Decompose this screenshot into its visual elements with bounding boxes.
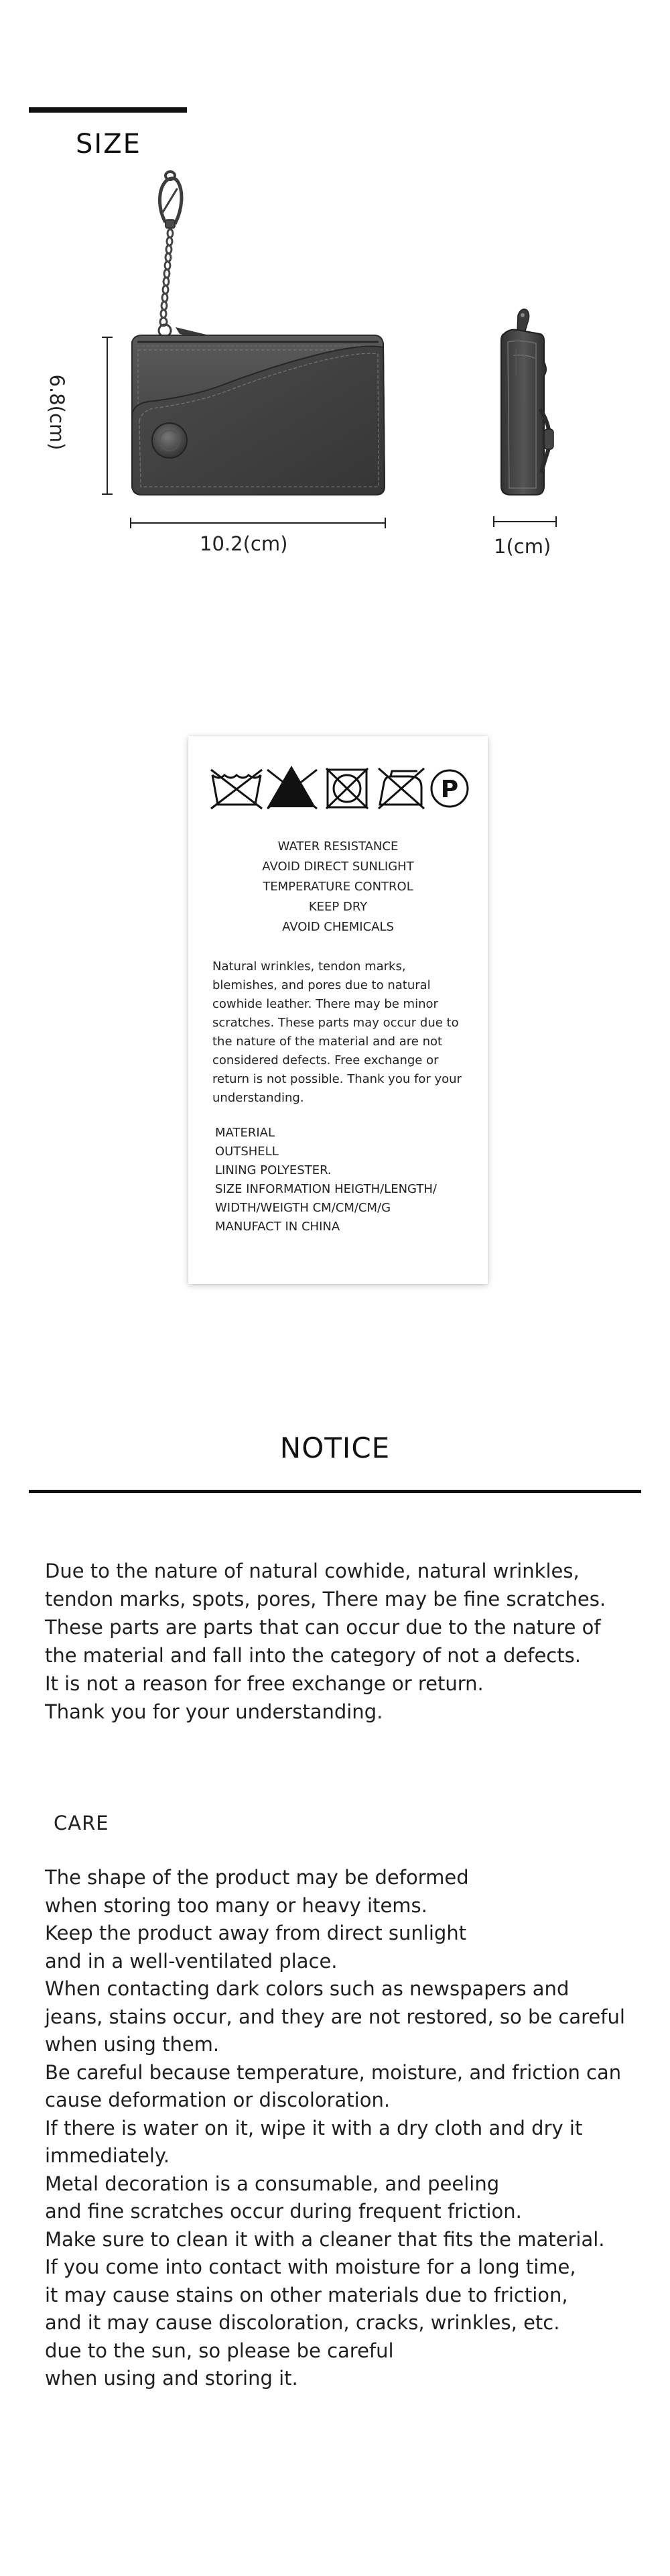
svg-text:P: P	[440, 776, 459, 803]
material-line: LINING POLYESTER.	[215, 1163, 332, 1177]
no-iron-icon	[379, 768, 424, 809]
depth-dimension-line	[494, 516, 556, 527]
notice-line: It is not a reason for free exchange or return.	[45, 1672, 484, 1695]
care-line: and in a well-ventilated place.	[45, 1949, 338, 1973]
height-label: 6.8(cm)	[46, 374, 68, 451]
care-label-card	[188, 736, 488, 1284]
care-line: Metal decoration is a consumable, and peeling	[45, 2172, 500, 2195]
width-label: 10.2(cm)	[200, 532, 288, 555]
no-wash-icon	[211, 770, 262, 809]
wallet-side-image	[469, 288, 570, 530]
care-material-info	[215, 1124, 476, 1236]
care-line: The shape of the product may be deformed	[45, 1866, 469, 1889]
height-dimension-line	[102, 337, 113, 494]
notice-line: These parts are parts that can occur due to the nature of	[45, 1616, 601, 1639]
care-warning-item: AVOID DIRECT SUNLIGHT	[262, 860, 414, 874]
care-line: If you come into contact with moisture for a long time,	[45, 2256, 576, 2278]
material-line: WIDTH/WEIGTH CM/CM/CM/G	[215, 1201, 391, 1215]
notice-line: Thank you for your understanding.	[45, 1700, 383, 1723]
care-line: cause deformation or discoloration.	[45, 2089, 391, 2111]
care-heading: CARE	[54, 1812, 109, 1834]
depth-label: 1(cm)	[494, 535, 551, 558]
care-warning-item: AVOID CHEMICALS	[282, 920, 394, 934]
care-line: due to the sun, so please be careful	[45, 2339, 394, 2362]
notice-line: the material and fall into the category of not a defects.	[45, 1644, 581, 1667]
material-line: SIZE INFORMATION HEIGTH/LENGTH/	[215, 1182, 437, 1196]
material-line: MANUFACT IN CHINA	[215, 1220, 340, 1234]
care-warnings-list	[188, 837, 488, 937]
care-label-note: Natural wrinkles, tendon marks, blemishes, and pores due to natural cowhide leather. There may be minor scratches. These parts may occur due to the nature of the material and are not considered defects. Free exchange or return is not possible. Thank you for your understanding.	[212, 959, 462, 1105]
care-line: If there is water on it, wipe it with a dry cloth and dry it	[45, 2116, 583, 2140]
care-line: immediately.	[45, 2144, 170, 2167]
keychain-chain	[160, 229, 173, 326]
notice-line: tendon marks, spots, pores, There may be fine scratches.	[45, 1588, 606, 1611]
notice-title: NOTICE	[279, 1431, 391, 1464]
care-line: and it may cause discoloration, cracks, wrinkles, etc.	[45, 2311, 560, 2334]
care-line: Be careful because temperature, moisture, and friction can	[45, 2060, 622, 2084]
care-warning-item: WATER RESISTANCE	[277, 839, 399, 854]
care-line: and fine scratches occur during frequent friction.	[45, 2200, 522, 2223]
care-line: jeans, stains occur, and they are not restored, so be careful	[45, 2005, 625, 2028]
size-section-rule	[29, 107, 187, 113]
care-line: When contacting dark colors such as newspapers and	[45, 1977, 570, 2000]
care-line: when using and storing it.	[45, 2367, 298, 2390]
care-line: when storing too many or heavy items.	[45, 1893, 427, 1917]
keychain-hook	[160, 172, 182, 228]
care-line: Make sure to clean it with a cleaner that fits the material.	[45, 2227, 605, 2251]
notice-body	[45, 1557, 634, 1726]
material-line: OUTSHELL	[215, 1145, 279, 1159]
care-line: Keep the product away from direct sunlight	[45, 1922, 467, 1944]
care-warning-item: TEMPERATURE CONTROL	[263, 880, 413, 894]
no-tumble-dry-icon	[326, 768, 368, 809]
care-icon-row	[208, 760, 470, 814]
width-dimension-line	[131, 518, 385, 528]
professional-clean-p-icon	[431, 770, 468, 807]
material-line: MATERIAL	[215, 1126, 275, 1140]
care-line: it may cause stains on other materials due to friction,	[45, 2283, 568, 2306]
size-title: SIZE	[76, 129, 141, 160]
care-line: when using them.	[45, 2033, 220, 2056]
notice-line: Due to the nature of natural cowhide, natural wrinkles,	[45, 1560, 580, 1582]
no-bleach-icon	[267, 766, 317, 809]
care-body	[45, 1864, 648, 2393]
notice-rule	[29, 1490, 641, 1493]
care-warning-item: KEEP DRY	[308, 900, 368, 914]
wallet-front-image	[100, 161, 395, 536]
